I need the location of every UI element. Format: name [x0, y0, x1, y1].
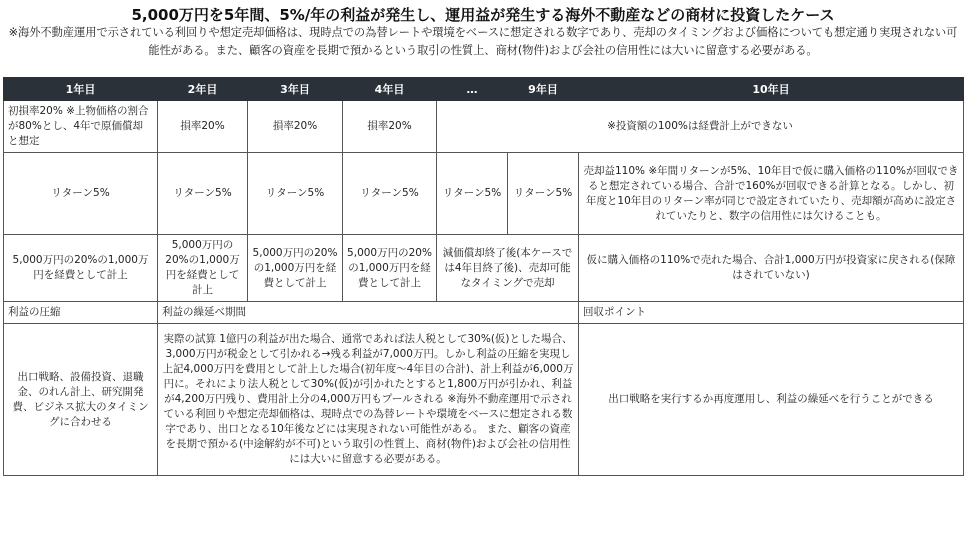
- cell-depreciation-year-3: 損率20%: [248, 101, 343, 153]
- cell-depreciation-year-4: 損率20%: [343, 101, 437, 153]
- cell-expense-year-1: 5,000万円の20%の1,000万円を経費として計上: [4, 235, 158, 302]
- cell-depreciation-year-2: 損率20%: [158, 101, 248, 153]
- cell-expense-year-2: 5,000万円の20%の1,000万円を経費として計上: [158, 235, 248, 302]
- cell-return-ellipsis: リターン5%: [437, 153, 508, 235]
- header-year-9: 9年目: [508, 78, 579, 101]
- investment-table: [3, 77, 964, 476]
- cell-return-year-4: リターン5%: [343, 153, 437, 235]
- header-row: [4, 78, 964, 101]
- cell-return-year-3: リターン5%: [248, 153, 343, 235]
- table-row-depreciation: [4, 101, 964, 153]
- disclaimer-note: ※海外不動産運用で示されている利回りや想定売却価格は、現時点での為替レートや環境をベースに想定される数字であり、売却のタイミングおよび価格についても想定通り実現されない可能性がある。また、顧客の資産を長期で預かるという取引の性質上、商材(物件)および会社の信用性には大いに留意する必要がある。: [8, 26, 958, 57]
- cell-return-year-2: リターン5%: [158, 153, 248, 235]
- header-year-1: 1年目: [4, 78, 158, 101]
- cell-return-year-9: リターン5%: [508, 153, 579, 235]
- cell-return-year-1: リターン5%: [4, 153, 158, 235]
- cell-expense-sale-timing: 減価償却終了後(本ケースでは4年目終了後)、売却可能なタイミングで売却: [437, 235, 579, 302]
- cell-expense-year-4: 5,000万円の20%の1,000万円を経費として計上: [343, 235, 437, 302]
- header-year-2: 2年目: [158, 78, 248, 101]
- table-row-return: [4, 153, 964, 235]
- header-year-4: 4年目: [343, 78, 437, 101]
- cell-depreciation-rest: ※投資額の100%は経費計上ができない: [437, 101, 964, 153]
- label-recovery-point: 回収ポイント: [579, 302, 964, 324]
- page-title: 5,000万円を5年間、5%/年の利益が発生し、運用益が発生する海外不動産などの商材に投資したケース: [131, 6, 835, 24]
- cell-trial-calculation: 実際の試算 1億円の利益が出た場合、通常であれば法人税として30%(仮)とした場合、3,000万円が税金として引かれる→残る利益が7,000万円。しかし利益の圧縮を実現し上記4,000万円を費用として計上した場合(初年度〜4年目の合計)、計上利益が6,000万円に。それにより法人税として30%(仮)が引かれたとすると1,800万円が引かれ、利益が4,200万円残り、費用計上分の4,000万円もプールされる ※海外不動産運用で示されている利回りや想定売却価格は、現時点での為替レートや環境をベースに想定される数字であり、出口となる10年後などには実現されない可能性がある。 また、顧客の資産を長期で預かる(中途解約が不可)という取引の性質上、商材(物件)および会社の信用性には大いに留意する必要がある。: [158, 324, 579, 476]
- cell-depreciation-year-1: 初損率20% ※上物価格の割合が80%とし、4年で原価償却と想定: [4, 101, 158, 153]
- table-row-section-labels: [4, 302, 964, 324]
- header-ellipsis: …: [437, 78, 508, 101]
- cell-return-year-10: 売却益110% ※年間リターンが5%、10年目で仮に購入価格の110%が回収できると想定されている場合、合計で160%が回収できる計算となる。しかし、初年度と10年目のリターン率が同じで設定されていたり、売却額が高めに設定されていたりと、数字の信用性には欠けることも。: [579, 153, 964, 235]
- table-row-details: [4, 324, 964, 476]
- label-deferral-period: 利益の繰延べ期間: [158, 302, 579, 324]
- cell-expense-year-3: 5,000万円の20%の1,000万円を経費として計上: [248, 235, 343, 302]
- table-row-expense: [4, 235, 964, 302]
- label-profit-compression: 利益の圧縮: [4, 302, 158, 324]
- header-year-3: 3年目: [248, 78, 343, 101]
- cell-expense-year-10: 仮に購入価格の110%で売れた場合、合計1,000万円が投資家に戻される(保障はされていない): [579, 235, 964, 302]
- header-year-10: 10年目: [579, 78, 964, 101]
- cell-compression-timing: 出口戦略、設備投資、退職金、のれん計上、研究開発費、ビジネス拡大のタイミングに合わせる: [4, 324, 158, 476]
- cell-recovery-detail: 出口戦略を実行するか再度運用し、利益の繰延べを行うことができる: [579, 324, 964, 476]
